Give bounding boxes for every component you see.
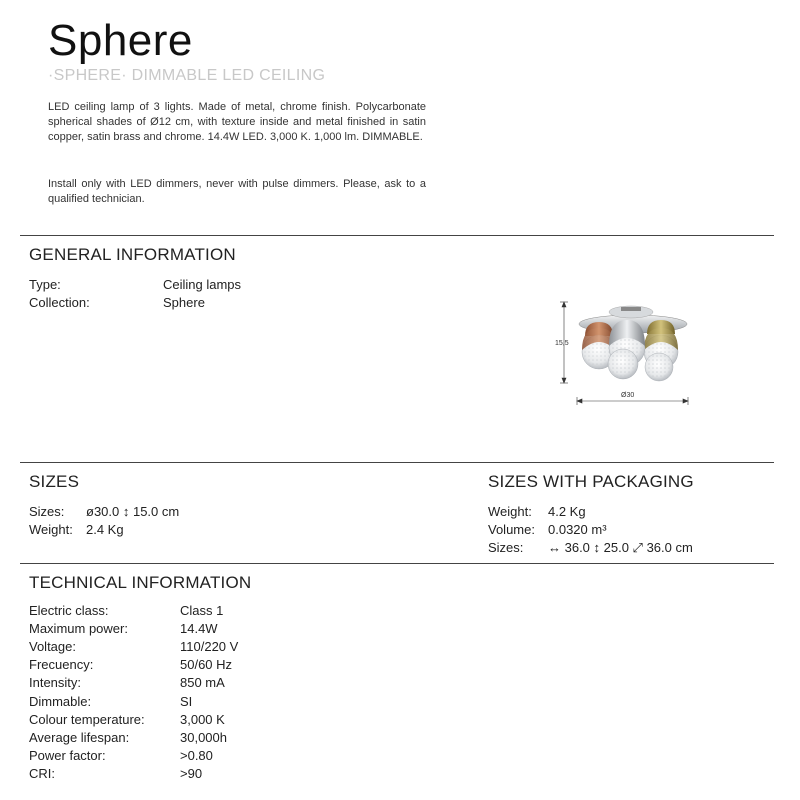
general-info-heading: GENERAL INFORMATION	[29, 245, 236, 264]
tech-label: Frecuency:	[29, 657, 94, 673]
tech-label: CRI:	[29, 765, 55, 781]
collection-label: Collection:	[29, 295, 90, 310]
packaging-weight-label: Weight:	[488, 504, 532, 519]
installation-note: Install only with LED dimmers, never with pulse dimmers. Please, ask to a qualified technician.	[48, 178, 426, 205]
packaging-volume-value: 0.0320 m³	[548, 522, 607, 537]
tech-value: >90	[180, 765, 203, 781]
description-paragraph: LED ceiling lamp of 3 lights. Made of metal, chrome finish. Polycarbonate spherical shades of Ø12 cm, with texture inside and metal finished in satin copper, satin brass and chrome. 14.4W LED. 3,000 K. 1,000 lm. DIMMABLE.	[48, 101, 426, 143]
tech-label: Intensity:	[29, 675, 82, 691]
packaging-heading: SIZES WITH PACKAGING	[488, 472, 694, 491]
section-divider	[20, 235, 774, 236]
tech-label: Colour temperature:	[29, 711, 145, 727]
tech-value: 110/220 V	[180, 639, 239, 655]
packaging-volume-label: Volume:	[488, 522, 535, 537]
product-image	[555, 298, 695, 406]
tech-value: 850 mA	[180, 675, 225, 691]
weight-value: 2.4 Kg	[86, 522, 124, 537]
section-divider	[20, 462, 774, 463]
tech-label: Average lifespan:	[29, 729, 130, 745]
tech-value: >0.80	[180, 747, 213, 763]
tech-label: Voltage:	[29, 639, 76, 655]
height-label: 15,5	[555, 340, 569, 347]
technical-info-heading: TECHNICAL INFORMATION	[29, 573, 252, 592]
product-title: Sphere	[48, 16, 193, 65]
type-value: Ceiling lamps	[163, 277, 242, 292]
sizes-value: ø30.0 ↕ 15.0 cm	[86, 504, 180, 519]
tech-label: Dimmable:	[29, 693, 92, 709]
tech-label: Power factor:	[29, 747, 106, 763]
section-divider	[20, 563, 774, 564]
tech-label: Electric class:	[29, 603, 109, 618]
sizes-label: Sizes:	[29, 504, 65, 519]
tech-value: 50/60 Hz	[180, 657, 233, 673]
tech-value: 30,000h	[180, 729, 227, 745]
collection-value: Sphere	[163, 295, 205, 310]
packaging-sizes-label: Sizes:	[488, 540, 524, 555]
packaging-weight-value: 4.2 Kg	[548, 504, 586, 519]
type-label: Type:	[29, 277, 61, 292]
tech-value: SI	[180, 693, 193, 709]
packaging-sizes-value: ↔ 36.0 ↕ 25.0 ⤢ 36.0 cm	[548, 540, 693, 555]
product-subtitle: ·SPHERE· DIMMABLE LED CEILING	[48, 67, 326, 84]
tech-value: Class 1	[180, 603, 224, 618]
tech-value: 3,000 K	[180, 711, 225, 727]
tech-label: Maximum power:	[29, 621, 128, 637]
width-label: Ø30	[621, 392, 635, 399]
weight-label: Weight:	[29, 522, 73, 537]
tech-value: 14.4W	[180, 621, 218, 637]
sizes-heading: SIZES	[29, 472, 80, 491]
